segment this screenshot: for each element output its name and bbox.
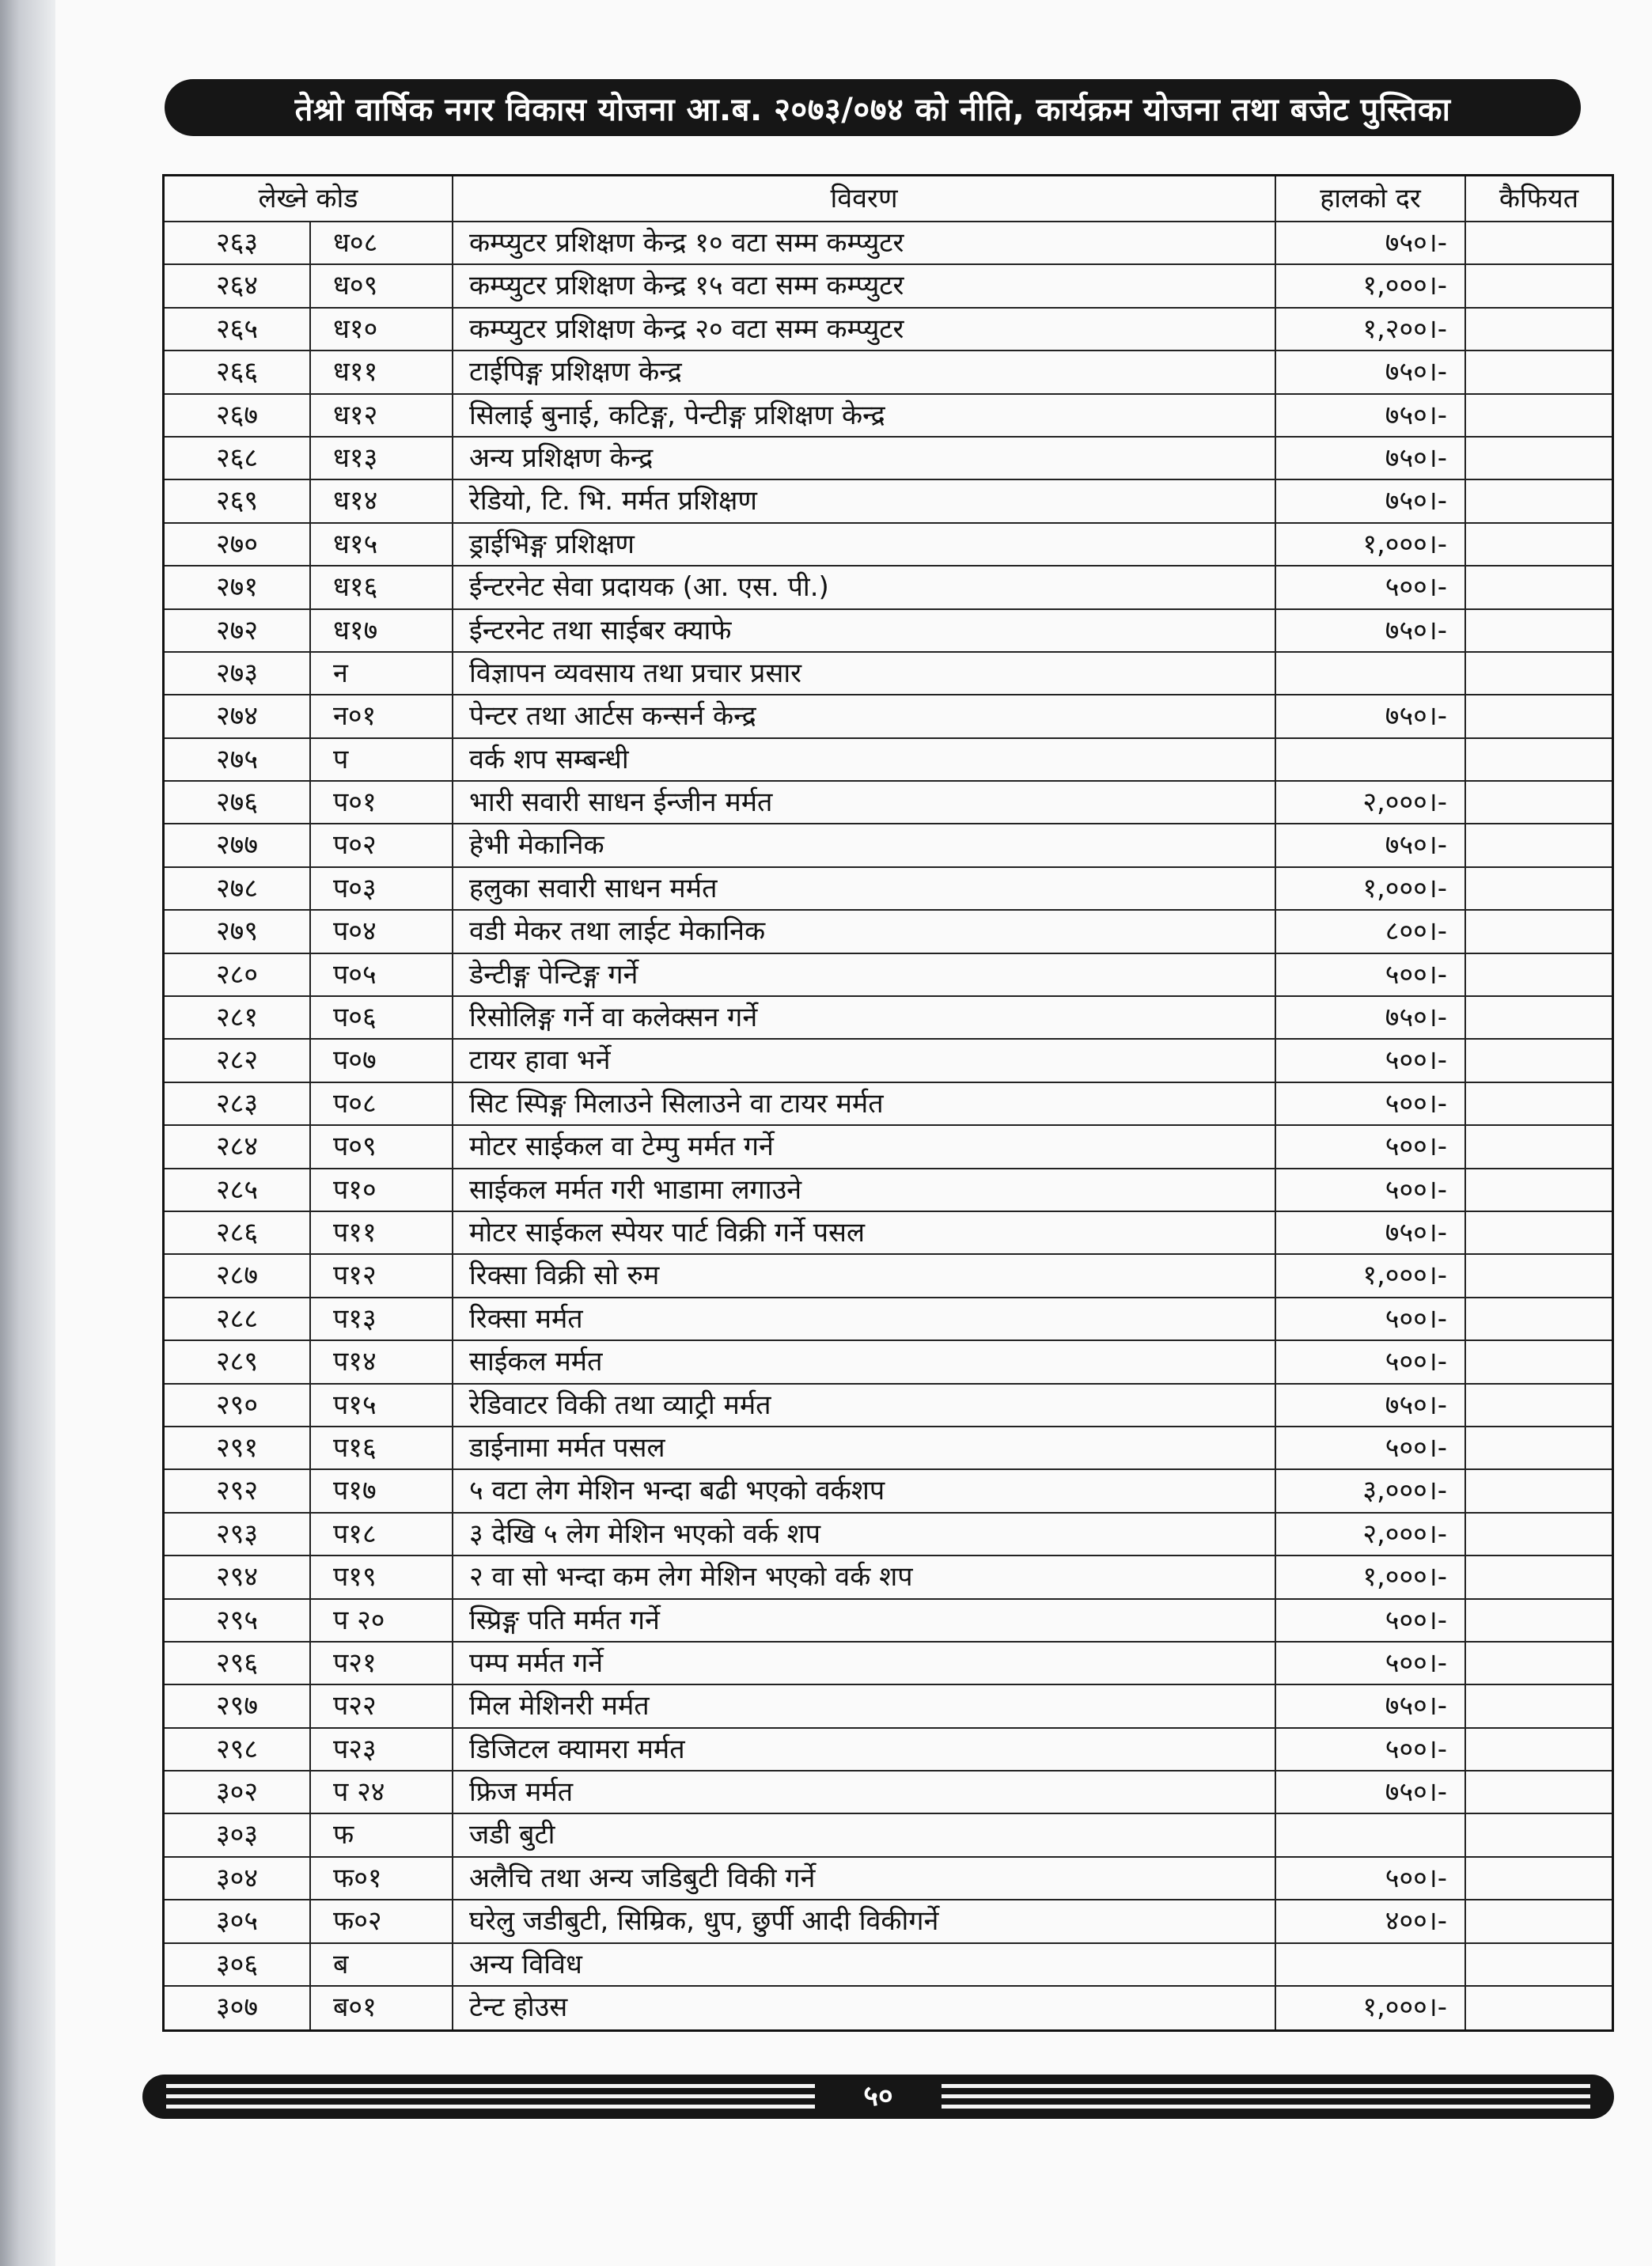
row-rate: ५००।- bbox=[1276, 1643, 1466, 1684]
row-remarks bbox=[1466, 1083, 1612, 1124]
row-description: डेन्टीङ्ग पेन्टिङ्ग गर्ने bbox=[453, 954, 1276, 995]
row-remarks bbox=[1466, 1255, 1612, 1296]
row-code: ध०९ bbox=[311, 265, 453, 306]
row-description: पेन्टर तथा आर्टस कन्सर्न केन्द्र bbox=[453, 695, 1276, 737]
row-remarks bbox=[1466, 739, 1612, 780]
row-serial: २८३ bbox=[165, 1083, 311, 1124]
row-remarks bbox=[1466, 1040, 1612, 1081]
row-serial: २९४ bbox=[165, 1556, 311, 1597]
row-remarks bbox=[1466, 824, 1612, 866]
row-description: स्प्रिङ्ग पति मर्मत गर्ने bbox=[453, 1600, 1276, 1641]
row-serial: २८७ bbox=[165, 1255, 311, 1296]
row-description: मिल मेशिनरी मर्मत bbox=[453, 1685, 1276, 1726]
row-rate: १,०००।- bbox=[1276, 868, 1466, 909]
row-serial: ३०६ bbox=[165, 1944, 311, 1985]
table-row bbox=[165, 265, 1612, 308]
table-row bbox=[165, 1514, 1612, 1556]
table-row bbox=[165, 1556, 1612, 1599]
row-rate bbox=[1276, 1814, 1466, 1855]
row-remarks bbox=[1466, 1858, 1612, 1899]
row-code: ध०८ bbox=[311, 222, 453, 263]
table-row bbox=[165, 1900, 1612, 1943]
row-serial: २७३ bbox=[165, 653, 311, 694]
row-serial: ३०३ bbox=[165, 1814, 311, 1855]
row-rate: १,०००।- bbox=[1276, 1987, 1466, 2029]
row-serial: २७५ bbox=[165, 739, 311, 780]
row-serial: २८० bbox=[165, 954, 311, 995]
row-code: ब bbox=[311, 1944, 453, 1985]
page-title: तेश्रो वार्षिक नगर विकास योजना आ.ब. २०७३/०७४ को नीति, कार्यक्रम योजना तथा बजेट पुस्तिका bbox=[294, 91, 1451, 128]
row-code: प१० bbox=[311, 1169, 453, 1211]
row-description: हेभी मेकानिक bbox=[453, 824, 1276, 866]
row-code: ब०१ bbox=[311, 1987, 453, 2029]
row-remarks bbox=[1466, 782, 1612, 823]
table-row bbox=[165, 824, 1612, 867]
row-serial: ३०४ bbox=[165, 1858, 311, 1899]
row-code: प २० bbox=[311, 1600, 453, 1641]
table-row bbox=[165, 351, 1612, 394]
row-rate bbox=[1276, 1944, 1466, 1985]
row-serial: २६६ bbox=[165, 351, 311, 392]
row-remarks bbox=[1466, 954, 1612, 995]
row-serial: २९८ bbox=[165, 1729, 311, 1770]
row-remarks bbox=[1466, 1298, 1612, 1340]
row-code: प०८ bbox=[311, 1083, 453, 1124]
row-rate: ७५०।- bbox=[1276, 395, 1466, 436]
row-rate: ५००।- bbox=[1276, 1858, 1466, 1899]
row-remarks bbox=[1466, 911, 1612, 952]
row-rate: ७५०।- bbox=[1276, 1212, 1466, 1253]
row-serial: २७८ bbox=[165, 868, 311, 909]
row-serial: २९२ bbox=[165, 1470, 311, 1511]
row-description: टायर हावा भर्ने bbox=[453, 1040, 1276, 1081]
row-code: प२२ bbox=[311, 1685, 453, 1726]
table-row bbox=[165, 1126, 1612, 1169]
row-remarks bbox=[1466, 1643, 1612, 1684]
table-header-row bbox=[165, 176, 1612, 222]
table-row bbox=[165, 911, 1612, 953]
row-description: मोटर साईकल स्पेयर पार्ट विक्री गर्ने पसल bbox=[453, 1212, 1276, 1253]
row-rate: ५००।- bbox=[1276, 566, 1466, 608]
row-description: विज्ञापन व्यवसाय तथा प्रचार प्रसार bbox=[453, 653, 1276, 694]
row-remarks bbox=[1466, 1470, 1612, 1511]
row-code: ध१५ bbox=[311, 524, 453, 565]
row-code: प bbox=[311, 739, 453, 780]
row-description: ईन्टरनेट तथा साईबर क्याफे bbox=[453, 610, 1276, 651]
row-serial: २७९ bbox=[165, 911, 311, 952]
row-rate bbox=[1276, 653, 1466, 694]
row-remarks bbox=[1466, 1600, 1612, 1641]
row-serial: ३०२ bbox=[165, 1771, 311, 1813]
header-code: लेख्ने कोड bbox=[165, 176, 453, 221]
row-code: प०६ bbox=[311, 997, 453, 1038]
row-description: अलैचि तथा अन्य जडिबुटी विकी गर्ने bbox=[453, 1858, 1276, 1899]
row-serial: २९७ bbox=[165, 1685, 311, 1726]
page-number: ५० bbox=[863, 2080, 893, 2113]
row-remarks bbox=[1466, 1771, 1612, 1813]
table-row bbox=[165, 1987, 1612, 2029]
row-description: घरेलु जडीबुटी, सिम्रिक, धुप, छुर्पी आदी विकीगर्ने bbox=[453, 1900, 1276, 1942]
row-rate: ५००।- bbox=[1276, 1341, 1466, 1382]
row-rate: ७५०।- bbox=[1276, 997, 1466, 1038]
row-remarks bbox=[1466, 222, 1612, 263]
row-serial: २६४ bbox=[165, 265, 311, 306]
row-remarks bbox=[1466, 480, 1612, 521]
row-rate: २,०००।- bbox=[1276, 1514, 1466, 1555]
row-remarks bbox=[1466, 1514, 1612, 1555]
row-description: कम्प्युटर प्रशिक्षण केन्द्र १५ वटा सम्म कम्प्युटर bbox=[453, 265, 1276, 306]
header-description: विवरण bbox=[453, 176, 1276, 221]
row-serial: २७४ bbox=[165, 695, 311, 737]
table-row bbox=[165, 1083, 1612, 1126]
row-remarks bbox=[1466, 438, 1612, 479]
row-description: रिक्सा विक्री सो रुम bbox=[453, 1255, 1276, 1296]
table-row bbox=[165, 997, 1612, 1040]
table-row bbox=[165, 1040, 1612, 1082]
row-code: प०३ bbox=[311, 868, 453, 909]
row-remarks bbox=[1466, 1126, 1612, 1167]
row-serial: २९० bbox=[165, 1385, 311, 1426]
row-code: ध१० bbox=[311, 309, 453, 350]
table-row bbox=[165, 954, 1612, 997]
row-remarks bbox=[1466, 695, 1612, 737]
row-serial: २७२ bbox=[165, 610, 311, 651]
row-code: प २४ bbox=[311, 1771, 453, 1813]
row-description: ड्राईभिङ्ग प्रशिक्षण bbox=[453, 524, 1276, 565]
row-code: न bbox=[311, 653, 453, 694]
row-remarks bbox=[1466, 1556, 1612, 1597]
row-serial: २८१ bbox=[165, 997, 311, 1038]
row-serial: २८५ bbox=[165, 1169, 311, 1211]
table-row bbox=[165, 438, 1612, 480]
row-remarks bbox=[1466, 1385, 1612, 1426]
row-rate: ५००।- bbox=[1276, 1040, 1466, 1081]
row-code: फ०२ bbox=[311, 1900, 453, 1942]
row-remarks bbox=[1466, 1212, 1612, 1253]
row-code: प१२ bbox=[311, 1255, 453, 1296]
row-serial: २७६ bbox=[165, 782, 311, 823]
row-code: फ bbox=[311, 1814, 453, 1855]
row-serial: २६३ bbox=[165, 222, 311, 263]
row-rate: ४००।- bbox=[1276, 1900, 1466, 1942]
row-description: अन्य प्रशिक्षण केन्द्र bbox=[453, 438, 1276, 479]
row-code: प२१ bbox=[311, 1643, 453, 1684]
table-row bbox=[165, 1212, 1612, 1255]
table-row bbox=[165, 1944, 1612, 1987]
row-rate: ५००।- bbox=[1276, 954, 1466, 995]
row-remarks bbox=[1466, 524, 1612, 565]
row-description: अन्य विविध bbox=[453, 1944, 1276, 1985]
row-rate: ७५०।- bbox=[1276, 480, 1466, 521]
row-description: साईकल मर्मत bbox=[453, 1341, 1276, 1382]
row-description: हलुका सवारी साधन मर्मत bbox=[453, 868, 1276, 909]
row-serial: २६५ bbox=[165, 309, 311, 350]
row-rate: ७५०।- bbox=[1276, 351, 1466, 392]
rate-table bbox=[162, 174, 1614, 2032]
table-row bbox=[165, 739, 1612, 782]
row-rate: ७५०।- bbox=[1276, 610, 1466, 651]
row-remarks bbox=[1466, 1944, 1612, 1985]
row-code: प०५ bbox=[311, 954, 453, 995]
row-code: ध१४ bbox=[311, 480, 453, 521]
row-remarks bbox=[1466, 566, 1612, 608]
table-row bbox=[165, 610, 1612, 653]
row-serial: २८८ bbox=[165, 1298, 311, 1340]
table-row bbox=[165, 1255, 1612, 1298]
row-code: ध१६ bbox=[311, 566, 453, 608]
row-code: ध११ bbox=[311, 351, 453, 392]
row-rate: ५००।- bbox=[1276, 1600, 1466, 1641]
row-remarks bbox=[1466, 265, 1612, 306]
row-serial: २७० bbox=[165, 524, 311, 565]
row-description: वडी मेकर तथा लाईट मेकानिक bbox=[453, 911, 1276, 952]
row-description: सिट स्पिङ्ग मिलाउने सिलाउने वा टायर मर्मत bbox=[453, 1083, 1276, 1124]
table-row bbox=[165, 480, 1612, 523]
book-gutter-shadow bbox=[0, 0, 55, 2266]
row-code: प०४ bbox=[311, 911, 453, 952]
row-description: फ्रिज मर्मत bbox=[453, 1771, 1276, 1813]
row-description: रिसोलिङ्ग गर्ने वा कलेक्सन गर्ने bbox=[453, 997, 1276, 1038]
row-code: प१४ bbox=[311, 1341, 453, 1382]
row-description: २ वा सो भन्दा कम लेग मेशिन भएको वर्क शप bbox=[453, 1556, 1276, 1597]
row-code: ध१२ bbox=[311, 395, 453, 436]
row-rate: ५००।- bbox=[1276, 1169, 1466, 1211]
row-code: प११ bbox=[311, 1212, 453, 1253]
row-code: प१८ bbox=[311, 1514, 453, 1555]
row-description: रिक्सा मर्मत bbox=[453, 1298, 1276, 1340]
row-description: पम्प मर्मत गर्ने bbox=[453, 1643, 1276, 1684]
row-code: प०७ bbox=[311, 1040, 453, 1081]
row-description: भारी सवारी साधन ईन्जीन मर्मत bbox=[453, 782, 1276, 823]
row-description: जडी बुटी bbox=[453, 1814, 1276, 1855]
row-description: डिजिटल क्यामरा मर्मत bbox=[453, 1729, 1276, 1770]
table-row bbox=[165, 395, 1612, 438]
row-rate: ७५०।- bbox=[1276, 438, 1466, 479]
table-row bbox=[165, 1685, 1612, 1728]
table-row bbox=[165, 1814, 1612, 1857]
row-description: कम्प्युटर प्रशिक्षण केन्द्र २० वटा सम्म कम्प्युटर bbox=[453, 309, 1276, 350]
table-row bbox=[165, 1385, 1612, 1427]
row-rate bbox=[1276, 739, 1466, 780]
table-row bbox=[165, 1771, 1612, 1814]
row-description: ईन्टरनेट सेवा प्रदायक (आ. एस. पी.) bbox=[453, 566, 1276, 608]
table-row bbox=[165, 1341, 1612, 1384]
row-rate: ७५०।- bbox=[1276, 1685, 1466, 1726]
row-rate: ७५०।- bbox=[1276, 695, 1466, 737]
footer-band bbox=[142, 2075, 1614, 2119]
row-description: ३ देखि ५ लेग मेशिन भएको वर्क शप bbox=[453, 1514, 1276, 1555]
row-serial: २६८ bbox=[165, 438, 311, 479]
row-code: प१९ bbox=[311, 1556, 453, 1597]
row-code: प१५ bbox=[311, 1385, 453, 1426]
table-row bbox=[165, 524, 1612, 566]
row-description: वर्क शप सम्बन्धी bbox=[453, 739, 1276, 780]
row-serial: २८६ bbox=[165, 1212, 311, 1253]
row-description: कम्प्युटर प्रशिक्षण केन्द्र १० वटा सम्म कम्प्युटर bbox=[453, 222, 1276, 263]
table-row bbox=[165, 1858, 1612, 1900]
row-description: मोटर साईकल वा टेम्पु मर्मत गर्ने bbox=[453, 1126, 1276, 1167]
row-code: प०२ bbox=[311, 824, 453, 866]
table-row bbox=[165, 782, 1612, 824]
row-code: ध१३ bbox=[311, 438, 453, 479]
row-remarks bbox=[1466, 653, 1612, 694]
table-row bbox=[165, 309, 1612, 351]
row-remarks bbox=[1466, 1729, 1612, 1770]
row-description: रेडियो, टि. भि. मर्मत प्रशिक्षण bbox=[453, 480, 1276, 521]
row-rate: ५००।- bbox=[1276, 1427, 1466, 1468]
row-rate: १,२००।- bbox=[1276, 309, 1466, 350]
row-remarks bbox=[1466, 1685, 1612, 1726]
row-remarks bbox=[1466, 309, 1612, 350]
table-row bbox=[165, 868, 1612, 911]
row-rate: ५००।- bbox=[1276, 1126, 1466, 1167]
row-serial: २८२ bbox=[165, 1040, 311, 1081]
row-serial: २९५ bbox=[165, 1600, 311, 1641]
header-remarks: कैफियत bbox=[1499, 183, 1579, 214]
row-code: प१३ bbox=[311, 1298, 453, 1340]
row-rate: ३,०००।- bbox=[1276, 1470, 1466, 1511]
row-description: रेडिवाटर विकी तथा व्याट्री मर्मत bbox=[453, 1385, 1276, 1426]
table-row bbox=[165, 1470, 1612, 1513]
row-rate: १,०००।- bbox=[1276, 1255, 1466, 1296]
row-remarks bbox=[1466, 395, 1612, 436]
row-rate: ७५०।- bbox=[1276, 824, 1466, 866]
row-description: टाईपिङ्ग प्रशिक्षण केन्द्र bbox=[453, 351, 1276, 392]
row-code: प०९ bbox=[311, 1126, 453, 1167]
table-row bbox=[165, 1600, 1612, 1643]
row-rate: १,०००।- bbox=[1276, 1556, 1466, 1597]
row-rate: ५००।- bbox=[1276, 1729, 1466, 1770]
row-remarks bbox=[1466, 1169, 1612, 1211]
row-serial: २७१ bbox=[165, 566, 311, 608]
row-code: प०१ bbox=[311, 782, 453, 823]
row-serial: २९६ bbox=[165, 1643, 311, 1684]
row-remarks bbox=[1466, 868, 1612, 909]
row-serial: २९३ bbox=[165, 1514, 311, 1555]
row-rate: ७५०।- bbox=[1276, 1771, 1466, 1813]
row-remarks bbox=[1466, 610, 1612, 651]
row-rate: ५००।- bbox=[1276, 1083, 1466, 1124]
row-remarks bbox=[1466, 997, 1612, 1038]
row-remarks bbox=[1466, 1987, 1612, 2029]
row-serial: २८४ bbox=[165, 1126, 311, 1167]
header-rate: हालको दर bbox=[1276, 176, 1466, 221]
table-row bbox=[165, 653, 1612, 695]
row-code: न०१ bbox=[311, 695, 453, 737]
row-code: प१६ bbox=[311, 1427, 453, 1468]
row-code: प२३ bbox=[311, 1729, 453, 1770]
row-description: टेन्ट होउस bbox=[453, 1987, 1276, 2029]
row-code: प१७ bbox=[311, 1470, 453, 1511]
table-row bbox=[165, 1298, 1612, 1341]
row-serial: २६९ bbox=[165, 480, 311, 521]
row-description: साईकल मर्मत गरी भाडामा लगाउने bbox=[453, 1169, 1276, 1211]
row-serial: ३०५ bbox=[165, 1900, 311, 1942]
table-row bbox=[165, 1729, 1612, 1771]
row-serial: २७७ bbox=[165, 824, 311, 866]
row-rate: २,०००।- bbox=[1276, 782, 1466, 823]
table-row bbox=[165, 1643, 1612, 1685]
table-row bbox=[165, 222, 1612, 265]
row-code: ध१७ bbox=[311, 610, 453, 651]
row-description: ५ वटा लेग मेशिन भन्दा बढी भएको वर्कशप bbox=[453, 1470, 1276, 1511]
row-rate: १,०००।- bbox=[1276, 265, 1466, 306]
table-row bbox=[165, 1427, 1612, 1470]
row-remarks bbox=[1466, 1341, 1612, 1382]
row-rate: ८००।- bbox=[1276, 911, 1466, 952]
table-row bbox=[165, 695, 1612, 738]
row-rate: १,०००।- bbox=[1276, 524, 1466, 565]
row-remarks bbox=[1466, 351, 1612, 392]
row-serial: २६७ bbox=[165, 395, 311, 436]
row-serial: २९१ bbox=[165, 1427, 311, 1468]
row-rate: ७५०।- bbox=[1276, 1385, 1466, 1426]
row-remarks bbox=[1466, 1427, 1612, 1468]
header-band bbox=[165, 79, 1581, 136]
row-description: सिलाई बुनाई, कटिङ्ग, पेन्टीङ्ग प्रशिक्षण केन्द्र bbox=[453, 395, 1276, 436]
row-description: डाईनामा मर्मत पसल bbox=[453, 1427, 1276, 1468]
row-remarks bbox=[1466, 1814, 1612, 1855]
row-serial: २८९ bbox=[165, 1341, 311, 1382]
row-rate: ५००।- bbox=[1276, 1298, 1466, 1340]
table-row bbox=[165, 566, 1612, 609]
row-code: फ०१ bbox=[311, 1858, 453, 1899]
row-serial: ३०७ bbox=[165, 1987, 311, 2029]
table-row bbox=[165, 1169, 1612, 1212]
row-rate: ७५०।- bbox=[1276, 222, 1466, 263]
row-remarks bbox=[1466, 1900, 1612, 1942]
